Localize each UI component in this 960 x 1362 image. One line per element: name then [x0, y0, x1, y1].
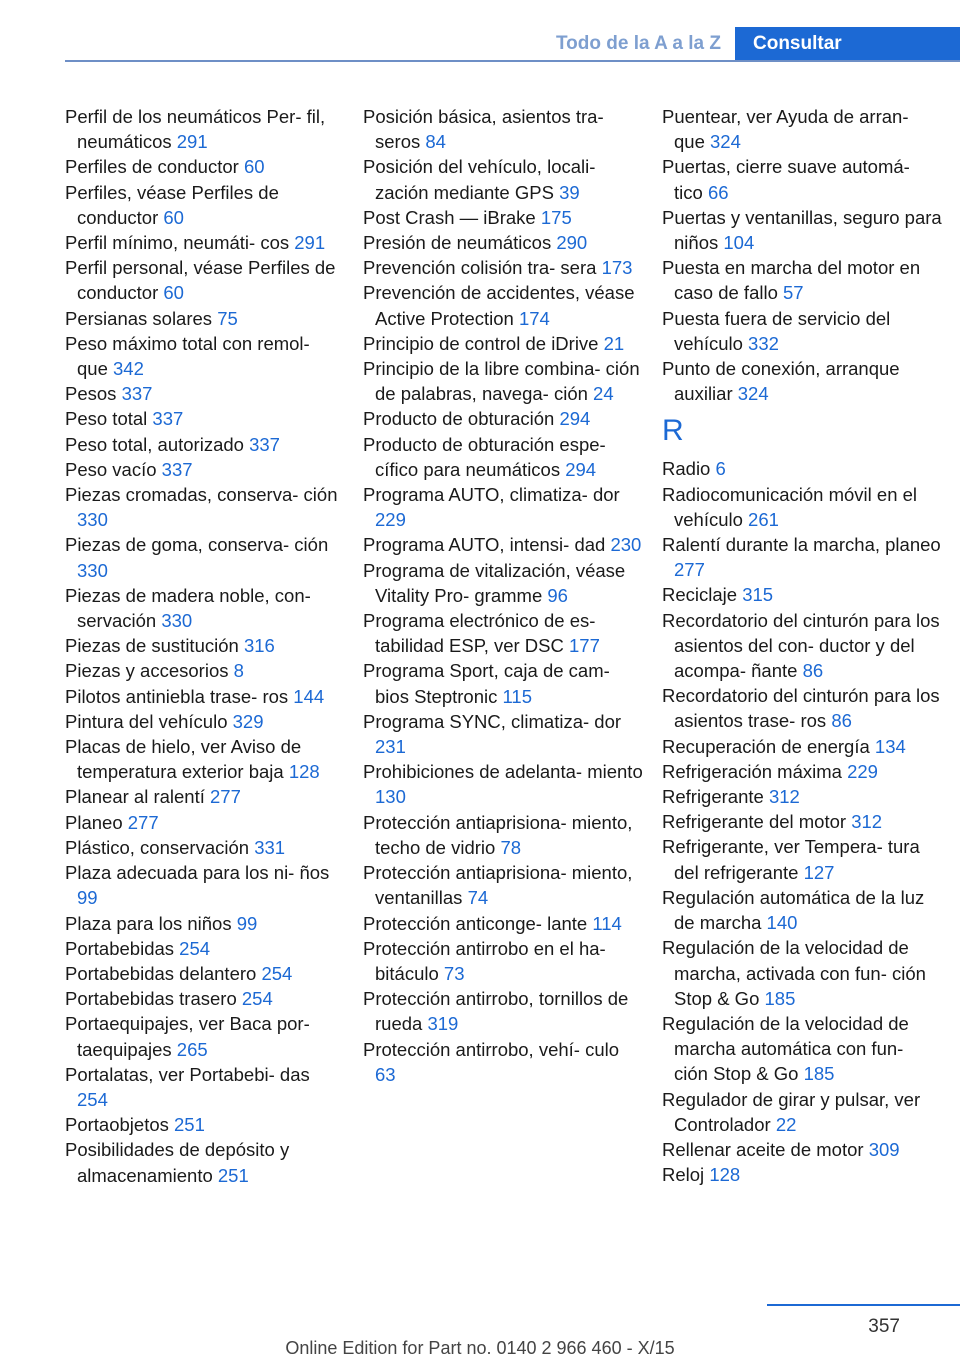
- index-entry-text: Programa Sport, caja de cam‐ bios Steptronic: [363, 660, 610, 707]
- index-page-link[interactable]: 277: [674, 559, 705, 581]
- index-entry: [65, 331, 345, 381]
- index-page-link[interactable]: 60: [163, 282, 184, 304]
- index-entry-text: Ralentí durante la marcha, planeo: [662, 534, 941, 556]
- index-entry-text: Piezas de madera noble, con‐ servación: [65, 584, 311, 632]
- index-entry: [662, 456, 942, 481]
- index-entry-text: Recuperación de energía: [662, 735, 870, 757]
- index-entry-text: Plaza para los niños: [65, 912, 232, 934]
- index-page-link[interactable]: 312: [768, 786, 800, 808]
- index-entry: [363, 558, 643, 608]
- index-entry-text: Posibilidades de depósito y almacenamiento: [65, 1139, 290, 1186]
- index-letter-heading: R: [662, 414, 684, 448]
- index-page-link[interactable]: 316: [243, 635, 275, 657]
- index-entry-text: Regulación de la velocidad de marcha automática con fun‐ ción Stop & Go: [662, 1012, 909, 1085]
- index-entry: [363, 936, 643, 986]
- index-entry-text: Post Crash — iBrake: [363, 206, 536, 228]
- index-page-link[interactable]: 312: [851, 811, 883, 833]
- index-entry-text: Piezas cromadas, conserva‐ ción: [65, 484, 338, 506]
- index-entry: [65, 734, 345, 784]
- index-entry: [65, 1112, 345, 1137]
- index-page-link[interactable]: 66: [707, 181, 729, 203]
- page-header: [65, 27, 960, 62]
- index-entry: [662, 532, 942, 582]
- index-entry-text: Principio de control de iDrive: [363, 332, 599, 354]
- index-entry-text: Perfil de los neumáticos Per‐ fil, neumáticos: [65, 106, 326, 153]
- index-entry: [65, 709, 345, 734]
- index-entry-text: Portaobjetos: [65, 1114, 169, 1136]
- index-entry-text: Peso máximo total con remol‐ que: [65, 332, 310, 380]
- index-entry: [662, 885, 942, 935]
- index-page-link[interactable]: 60: [163, 206, 184, 228]
- index-entry-text: Placas de hielo, ver Aviso de temperatura exterior baja: [65, 736, 302, 783]
- index-entry: [363, 911, 643, 936]
- index-entry-text: Protección anticonge‐ lante: [363, 912, 588, 934]
- index-entry-text: Producto de obturación espe‐ cífico para neumáticos: [363, 433, 606, 480]
- index-page-link[interactable]: 330: [161, 610, 193, 632]
- index-page-link[interactable]: 342: [113, 358, 144, 380]
- footer-rule: [767, 1304, 960, 1306]
- index-page-link[interactable]: 185: [803, 1063, 835, 1085]
- index-entry-text: Programa electrónico de es‐ tabilidad ESP, ver DSC: [363, 610, 596, 657]
- index-entry: [363, 230, 643, 255]
- index-entry: [662, 1087, 942, 1137]
- index-column-3: [662, 104, 942, 1187]
- index-entry: [65, 684, 345, 709]
- index-entry: [65, 1137, 345, 1187]
- index-entry: [65, 230, 345, 255]
- index-entry: [65, 432, 345, 457]
- index-entry-text: Puesta en marcha del motor en caso de fallo: [662, 257, 921, 304]
- index-page-link[interactable]: 337: [121, 383, 153, 405]
- index-entry-text: Pilotos antiniebla trase‐ ros: [65, 685, 289, 707]
- index-page-link[interactable]: 294: [565, 458, 597, 480]
- index-entry: [363, 154, 643, 204]
- index-page-link[interactable]: 173: [601, 257, 633, 279]
- index-entry-text: Portabebidas trasero: [65, 988, 237, 1010]
- index-page-link[interactable]: 78: [500, 836, 522, 858]
- index-entry: [363, 860, 643, 910]
- index-entry: [65, 961, 345, 986]
- index-entry-text: Posición del vehículo, locali‐ zación mediante GPS: [363, 156, 596, 203]
- index-entry: [65, 784, 345, 809]
- index-entry: [65, 381, 345, 406]
- index-entry: [65, 658, 345, 683]
- index-page-link[interactable]: 175: [540, 206, 572, 228]
- index-entry: [662, 759, 942, 784]
- index-page-link[interactable]: 254: [261, 962, 293, 984]
- index-entry: [662, 582, 942, 607]
- index-page-link[interactable]: 24: [593, 383, 614, 405]
- index-page-link[interactable]: 324: [737, 383, 769, 405]
- index-page-link[interactable]: 291: [176, 131, 208, 153]
- index-entry: [65, 583, 345, 633]
- index-entry-text: Piezas y accesorios: [65, 660, 229, 682]
- index-entry-text: Portabebidas delantero: [65, 962, 257, 984]
- index-entry: [662, 734, 942, 759]
- index-page-link[interactable]: 230: [610, 534, 642, 556]
- index-page-link[interactable]: 185: [764, 987, 796, 1009]
- index-entry: [65, 104, 345, 154]
- index-column-1: [65, 104, 345, 1188]
- index-entry-text: Puertas y ventanillas, seguro para niños: [662, 206, 942, 254]
- index-page-link[interactable]: 128: [288, 761, 320, 783]
- index-page-link[interactable]: 231: [375, 736, 406, 758]
- index-page-link[interactable]: 127: [803, 861, 835, 883]
- index-entry: [662, 683, 942, 733]
- index-entry: [363, 810, 643, 860]
- index-page-link[interactable]: 337: [161, 458, 193, 480]
- index-page-link[interactable]: 261: [748, 508, 779, 530]
- index-entry-text: Protección antiaprisiona‐ miento, ventanillas: [363, 862, 633, 909]
- index-entry-text: Rellenar aceite de motor: [662, 1138, 864, 1160]
- index-entry-text: Portabebidas: [65, 937, 175, 959]
- index-entry-text: Regulación de la velocidad de marcha, activada con fun‐ ción Stop & Go: [662, 937, 926, 1009]
- index-entry-text: Prevención de accidentes, véase Active Protection: [363, 282, 635, 329]
- index-entry: [65, 911, 345, 936]
- index-page-link[interactable]: 75: [217, 307, 238, 329]
- index-page-link[interactable]: 324: [710, 131, 741, 153]
- index-entry: [662, 306, 942, 356]
- index-entry: [662, 608, 942, 684]
- index-page-link[interactable]: 86: [831, 710, 852, 732]
- index-page-link[interactable]: 8: [233, 660, 244, 682]
- index-entry-text: Reloj: [662, 1164, 705, 1186]
- index-entry-text: Protección antirrobo en el ha‐ bitáculo: [363, 937, 606, 984]
- index-entry-text: Prevención colisión tra‐ sera: [363, 257, 597, 279]
- index-page-link[interactable]: 134: [874, 735, 906, 757]
- index-entry-text: Punto de conexión, arranque auxiliar: [662, 358, 900, 405]
- index-entry-text: Refrigerante, ver Tempera‐ tura del refrigerante: [662, 836, 920, 883]
- index-entry-text: Protección antirrobo, tornillos de rueda: [363, 988, 629, 1035]
- index-entry: [65, 457, 345, 482]
- index-entry: [65, 532, 345, 582]
- index-entry-text: Portalatas, ver Portabebi‐ das: [65, 1063, 310, 1085]
- index-entry-text: Regulación automática de la luz de marcha: [662, 886, 925, 934]
- index-entry: [662, 784, 942, 809]
- index-entry: [662, 1162, 942, 1187]
- index-page-link[interactable]: 294: [559, 408, 591, 430]
- index-entry: [662, 205, 942, 255]
- index-page-link[interactable]: 337: [249, 433, 280, 455]
- index-page-link[interactable]: 330: [77, 559, 108, 581]
- edition-footer: Online Edition for Part no. 0140 2 966 460 - X/15: [285, 1338, 675, 1358]
- index-entry: [65, 306, 345, 331]
- index-page-link[interactable]: 60: [243, 156, 265, 178]
- index-entry: [662, 482, 942, 532]
- index-entry-text: Regulador de girar y pulsar, ver Controlador: [662, 1088, 921, 1135]
- index-entry: [662, 834, 942, 884]
- index-entry-text: Piezas de sustitución: [65, 635, 239, 657]
- section-title: Todo de la A a la Z: [555, 33, 722, 54]
- index-entry: [662, 356, 942, 406]
- index-entry-text: Puentear, ver Ayuda de arran‐ que: [662, 106, 909, 153]
- index-entry-text: Programa SYNC, climatiza‐ dor: [363, 710, 622, 732]
- index-page-link[interactable]: 229: [847, 760, 878, 782]
- index-entry: [65, 1011, 345, 1061]
- index-entry-text: Puesta fuera de servicio del vehículo: [662, 307, 891, 354]
- index-entry-text: Peso vacío: [65, 458, 157, 480]
- chapter-title: Consultar: [735, 27, 960, 60]
- index-page-link[interactable]: 277: [127, 811, 159, 833]
- index-entry-text: Programa AUTO, climatiza‐ dor: [363, 484, 620, 506]
- index-page-link[interactable]: 84: [425, 131, 446, 153]
- index-page-link[interactable]: 63: [375, 1063, 396, 1085]
- index-entry: [363, 255, 643, 280]
- index-entry: [363, 658, 643, 708]
- index-entry: [363, 532, 643, 557]
- index-entry-text: Programa AUTO, intensi‐ dad: [363, 534, 606, 556]
- index-entry: [65, 406, 345, 431]
- index-entry: [65, 986, 345, 1011]
- index-entry-text: Refrigeración máxima: [662, 760, 842, 782]
- index-page-link[interactable]: 74: [467, 887, 489, 909]
- index-entry: [363, 482, 643, 532]
- index-entry: [363, 104, 643, 154]
- index-entry-text: Peso total, autorizado: [65, 433, 244, 455]
- index-entry-text: Producto de obturación: [363, 408, 555, 430]
- index-page-link[interactable]: 251: [174, 1114, 205, 1136]
- index-page-link[interactable]: 86: [802, 660, 824, 682]
- index-entry-text: Piezas de goma, conserva‐ ción: [65, 534, 329, 556]
- index-page-link[interactable]: 144: [293, 685, 325, 707]
- index-entry: [363, 986, 643, 1036]
- index-page-link[interactable]: 96: [547, 584, 568, 606]
- index-entry-text: Puertas, cierre suave automá‐ tico: [662, 156, 910, 203]
- index-entry-text: Plástico, conservación: [65, 836, 250, 858]
- index-entry: [65, 860, 345, 910]
- index-page-link[interactable]: 254: [241, 988, 273, 1010]
- index-entry: [662, 104, 942, 154]
- index-page-link[interactable]: 254: [77, 1088, 108, 1110]
- index-entry-text: Prohibiciones de adelanta‐ miento: [363, 761, 643, 783]
- index-entry: [65, 180, 345, 230]
- index-entry-text: Reciclaje: [662, 584, 738, 606]
- index-entry-text: Protección antirrobo, vehí‐ culo: [363, 1038, 620, 1060]
- index-page-link[interactable]: 99: [77, 887, 98, 909]
- index-entry: [363, 205, 643, 230]
- index-entry: [65, 633, 345, 658]
- index-page-link[interactable]: 290: [556, 232, 588, 254]
- index-entry-text: Protección antiaprisiona‐ miento, techo de vidrio: [363, 811, 633, 858]
- index-entry: [363, 759, 643, 809]
- index-entry-text: Principio de la libre combina‐ ción de palabras, navega‐ ción: [363, 358, 640, 405]
- index-entry-text: Radiocomunicación móvil en el vehículo: [662, 483, 918, 530]
- index-page-link[interactable]: 177: [569, 635, 600, 657]
- index-page-link[interactable]: 277: [210, 786, 241, 808]
- index-entry: [65, 154, 345, 179]
- index-page-link[interactable]: 6: [715, 458, 726, 480]
- index-entry-text: Recordatorio del cinturón para los asientos trase‐ ros: [662, 685, 940, 732]
- index-page-link[interactable]: 291: [294, 232, 326, 254]
- index-entry: [363, 432, 643, 482]
- index-page-link[interactable]: 73: [443, 962, 465, 984]
- index-page-link[interactable]: 330: [77, 509, 108, 531]
- page-number: 357: [868, 1316, 900, 1337]
- index-entry: [363, 331, 643, 356]
- index-page-link[interactable]: 331: [254, 836, 286, 858]
- index-page-link[interactable]: 22: [775, 1113, 797, 1135]
- index-page-link[interactable]: 337: [152, 408, 184, 430]
- index-entry-text: Portaequipajes, ver Baca por‐ taequipajes: [65, 1013, 310, 1060]
- index-entry-text: Plaza adecuada para los ni‐ ños: [65, 862, 330, 884]
- index-page-link[interactable]: 130: [375, 786, 406, 808]
- index-entry: [662, 1011, 942, 1087]
- index-page-link[interactable]: 21: [603, 332, 625, 354]
- index-entry-text: Radio: [662, 458, 711, 480]
- index-entry: [65, 482, 345, 532]
- index-entry-text: Posición básica, asientos tra‐ seros: [363, 106, 604, 153]
- index-page-link[interactable]: 319: [427, 1013, 459, 1035]
- index-page-link[interactable]: 115: [502, 685, 533, 707]
- index-entry-text: Planeo: [65, 811, 123, 833]
- index-page-link[interactable]: 128: [709, 1164, 741, 1186]
- index-entry-text: Perfil mínimo, neumáti‐ cos: [65, 232, 290, 254]
- index-page-link[interactable]: 174: [518, 307, 550, 329]
- index-entry: [65, 936, 345, 961]
- index-entry: [363, 608, 643, 658]
- index-entry-text: Perfil personal, véase Perfiles de conductor: [65, 257, 336, 304]
- index-entry-text: Programa de vitalización, véase Vitality Pro‐ gramme: [363, 559, 626, 606]
- index-page-link[interactable]: 104: [723, 232, 755, 254]
- index-page-link[interactable]: 140: [766, 912, 798, 934]
- index-entry: [65, 810, 345, 835]
- index-page-link[interactable]: 39: [559, 181, 580, 203]
- index-entry: [363, 406, 643, 431]
- index-column-2: [363, 104, 643, 1087]
- index-page-link[interactable]: 99: [236, 912, 258, 934]
- index-page-link[interactable]: 57: [783, 282, 804, 304]
- index-entry-text: Persianas solares: [65, 307, 213, 329]
- index-entry-text: Perfiles de conductor: [65, 156, 239, 178]
- index-entry: [662, 1137, 942, 1162]
- index-entry-text: Perfiles, véase Perfiles de conductor: [65, 181, 279, 228]
- index-entry: [662, 809, 942, 834]
- index-entry-text: Refrigerante: [662, 786, 764, 808]
- index-entry: [662, 935, 942, 1011]
- index-entry-text: Peso total: [65, 408, 148, 430]
- index-page-link[interactable]: 251: [217, 1164, 249, 1186]
- index-entry-text: Presión de neumáticos: [363, 232, 552, 254]
- index-page-link[interactable]: 254: [179, 937, 211, 959]
- index-entry-text: Refrigerante del motor: [662, 811, 847, 833]
- index-entry: [363, 709, 643, 759]
- index-page-link[interactable]: 229: [375, 509, 406, 531]
- index-page-link[interactable]: 329: [232, 710, 264, 732]
- index-page-link[interactable]: 114: [592, 912, 622, 934]
- index-page-link[interactable]: 265: [176, 1038, 208, 1060]
- index-entry: [363, 280, 643, 330]
- index-page-link[interactable]: 309: [868, 1138, 900, 1160]
- index-page-link[interactable]: 332: [748, 332, 779, 354]
- index-entry-text: Pintura del vehículo: [65, 710, 228, 732]
- index-page-link[interactable]: 315: [742, 584, 774, 606]
- index-entry: [65, 255, 345, 305]
- index-entry: [662, 255, 942, 305]
- index-entry-text: Recordatorio del cinturón para los asientos del con‐ ductor y del acompa‐ ñante: [662, 609, 940, 682]
- index-entry: [363, 356, 643, 406]
- index-entry: [65, 1062, 345, 1112]
- index-entry: [363, 1037, 643, 1087]
- index-entry-text: Planear al ralentí: [65, 786, 205, 808]
- index-entry: [662, 154, 942, 204]
- index-entry: [65, 835, 345, 860]
- index-entry-text: Pesos: [65, 383, 117, 405]
